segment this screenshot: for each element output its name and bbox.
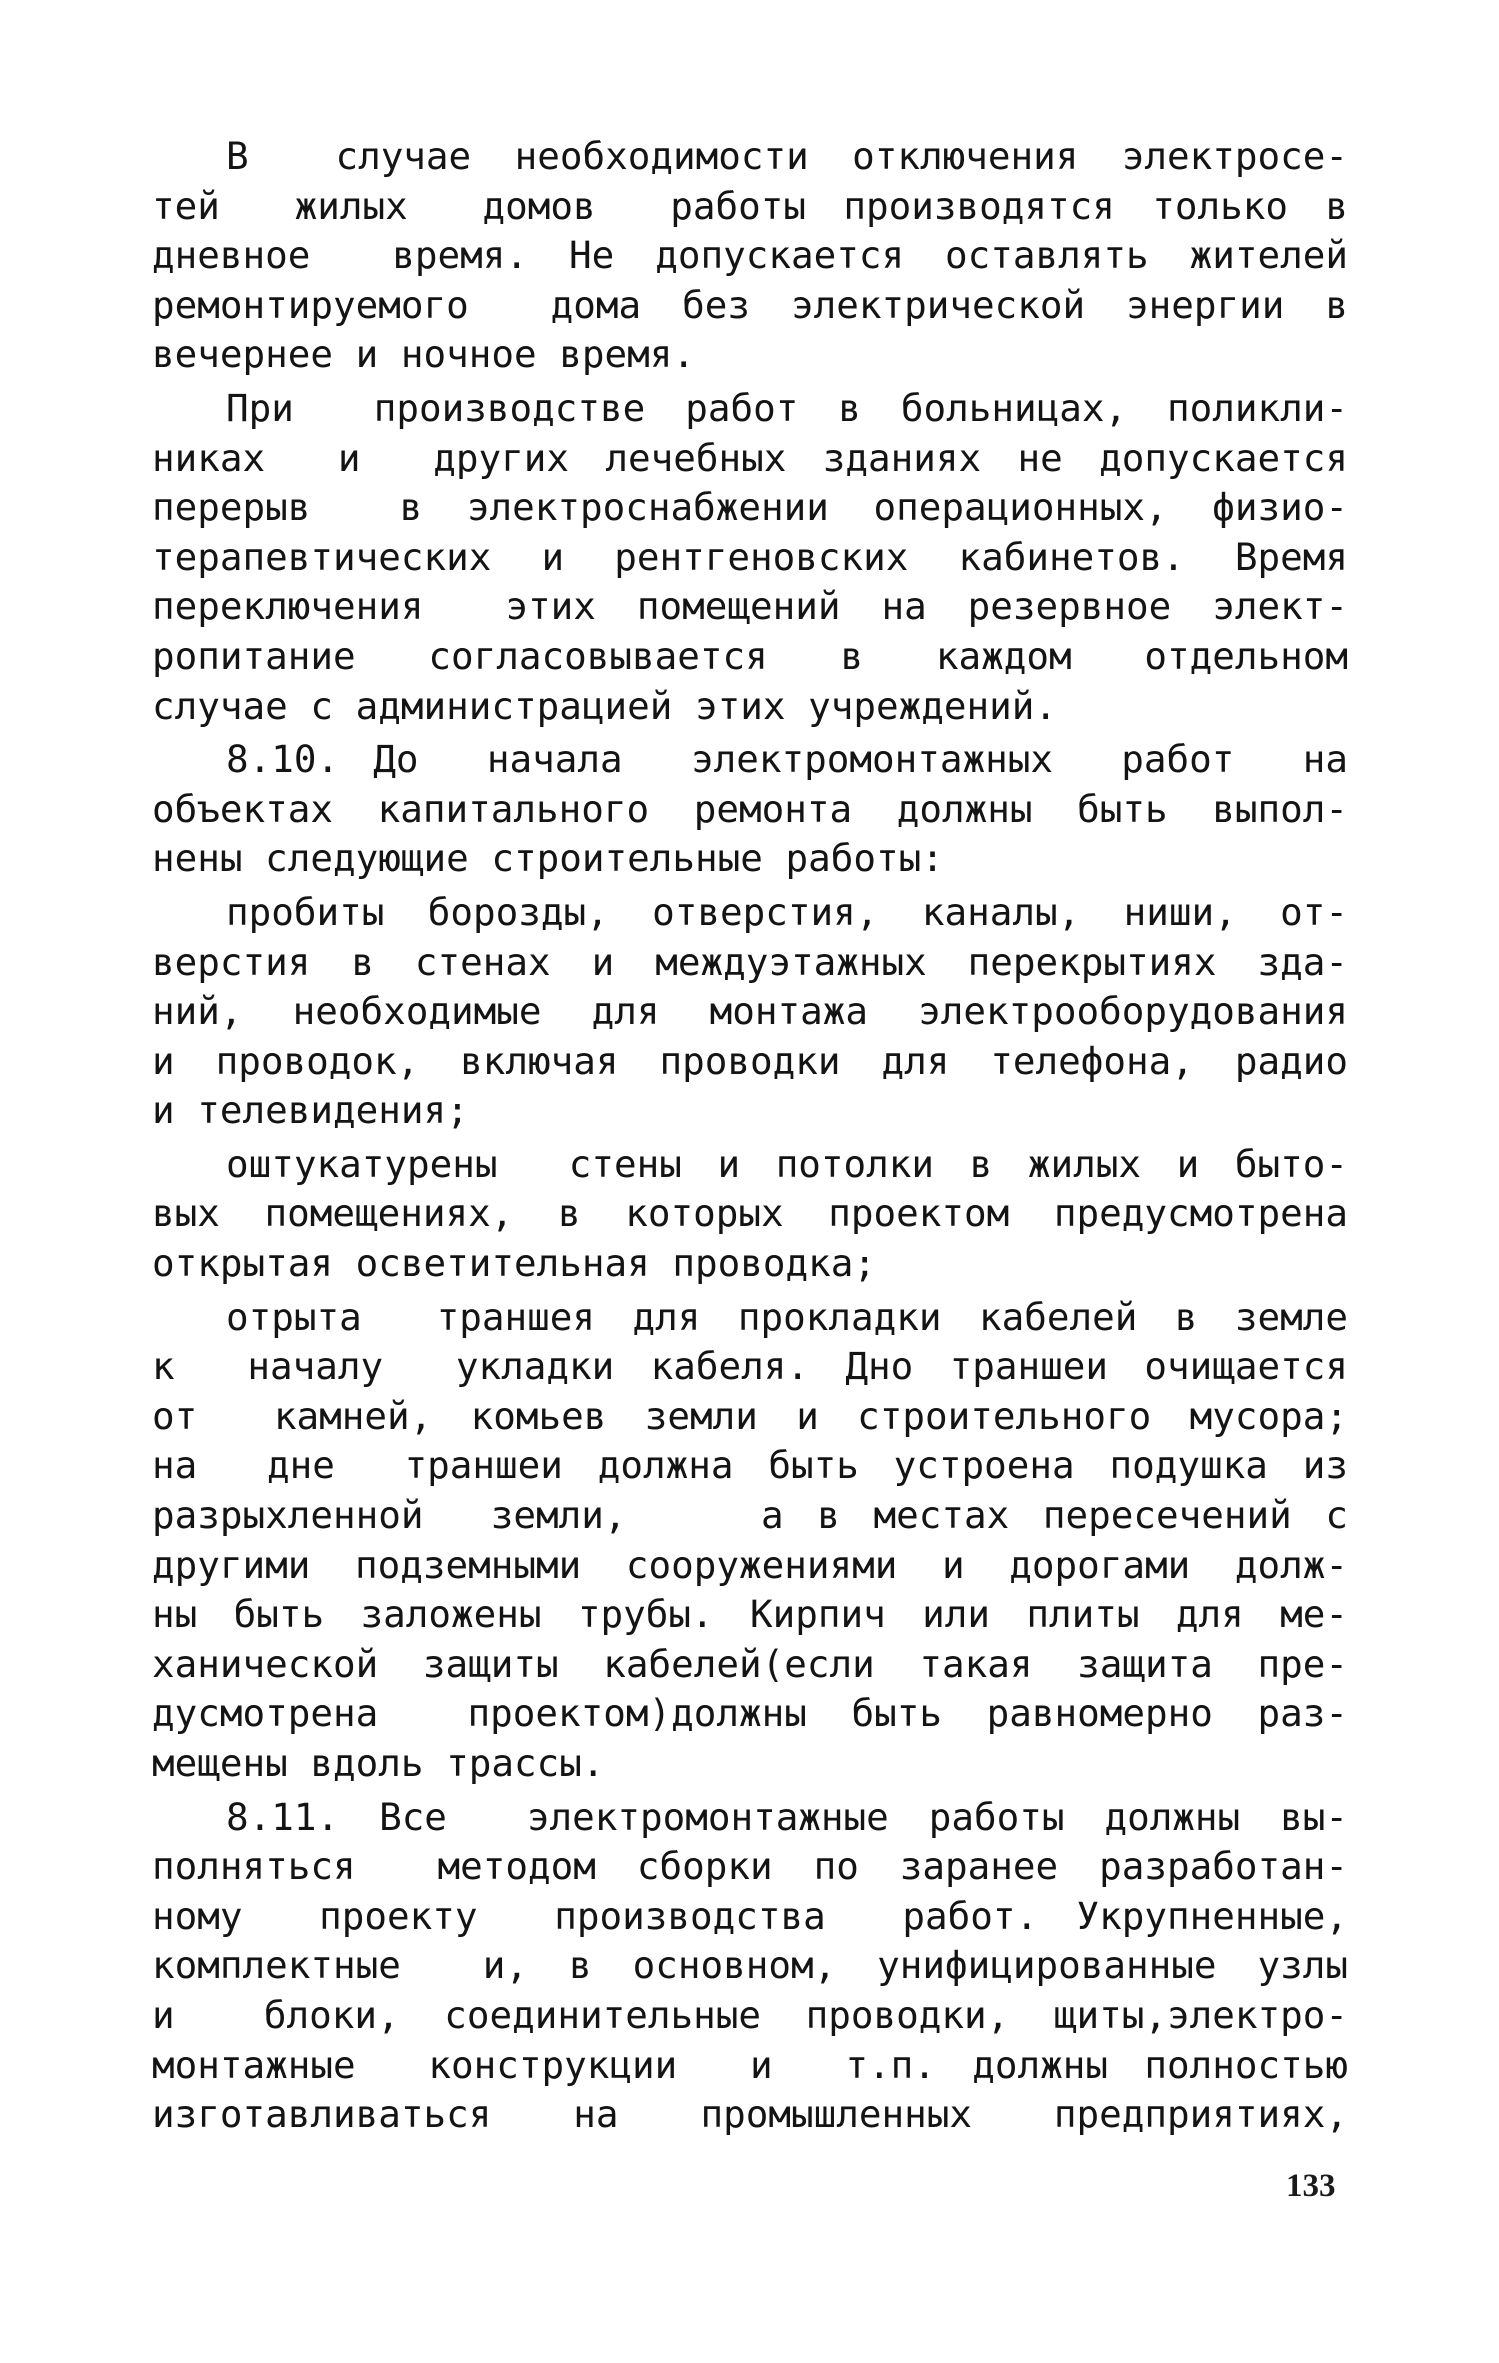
text-line: и блоки, соединительные проводки, щиты,электро- [152, 1992, 1348, 2037]
text-line: от камней, комьев земли и строительного мусора; [152, 1393, 1348, 1438]
text-line: на дне траншеи должна быть устроена подушка из [152, 1443, 1348, 1488]
text-line: дусмотрена проектом)должны быть равномерно раз- [152, 1691, 1348, 1736]
text-line: вых помещениях, в которых проектом предусмотрена [152, 1191, 1348, 1236]
text-line: нены следующие строительные работы: [152, 836, 944, 881]
paragraph-evening-power [152, 132, 1348, 380]
text-line: пробиты борозды, отверстия, каналы, ниши, от- [226, 889, 1348, 934]
text-line: полняться методом сборки по заранее разработан- [152, 1844, 1348, 1889]
text-line: и телевидения; [152, 1088, 469, 1133]
text-line: разрыхленной земли, а в местах пересечений с [152, 1493, 1348, 1538]
text-line: отрыта траншея для прокладки кабелей в земле [226, 1294, 1348, 1339]
text-line: вечернее и ночное время. [152, 332, 695, 377]
paragraph-hospitals [152, 384, 1348, 731]
paragraph-section-8-10 [152, 735, 1348, 884]
text-line: никах и других лечебных зданиях не допускается [152, 435, 1348, 480]
text-line: верстия в стенах и междуэтажных перекрытиях зда- [152, 939, 1348, 984]
text-line: оштукатурены стены и потолки в жилых и быто- [226, 1141, 1348, 1186]
text-line: комплектные и, в основном, унифицированные узлы [152, 1943, 1348, 1988]
paragraph-plastering [152, 1140, 1348, 1289]
text-line: открытая осветительная проводка; [152, 1241, 876, 1286]
text-line: При производстве работ в больницах, поликли- [226, 385, 1348, 430]
text-line: ний, необходимые для монтажа электрооборудования [152, 989, 1348, 1034]
text-line: ханической защиты кабелей(если такая защита пре- [152, 1641, 1348, 1686]
page-number: 133 [1286, 2168, 1336, 2204]
text-line: и проводок, включая проводки для телефона, радио [152, 1038, 1348, 1083]
text-line: объектах капитального ремонта должны быть выпол- [152, 786, 1348, 831]
text-line: ремонтируемого дома без электрической энергии в [152, 282, 1348, 327]
text-line: терапевтических и рентгеновских кабинетов. Время [152, 534, 1348, 579]
text-line: 8.10. До начала электромонтажных работ на [226, 737, 1348, 782]
paragraph-openings [152, 888, 1348, 1136]
text-line: дневное время. Не допускается оставлять жителей [152, 233, 1348, 278]
text-line: случае с администрацией этих учреждений. [152, 683, 1057, 728]
text-line: другими подземными сооружениями и дорогами долж- [152, 1542, 1348, 1587]
paragraph-trench [152, 1293, 1348, 1789]
text-line: ны быть заложены трубы. Кирпич или плиты для ме- [152, 1592, 1348, 1637]
text-line: переключения этих помещений на резервное элект- [152, 584, 1348, 629]
text-line: 8.11. Все электромонтажные работы должны вы- [226, 1794, 1348, 1839]
text-line: мещены вдоль трассы. [152, 1741, 605, 1785]
text-line: к началу укладки кабеля. Дно траншеи очищается [152, 1344, 1348, 1389]
text-line: изготавливаться на промышленных предприятиях, [152, 2092, 1348, 2137]
text-line: перерыв в электроснабжении операционных, физио- [152, 485, 1348, 530]
text-line: В случае необходимости отключения электросе- [226, 134, 1348, 178]
text-line: монтажные конструкции и т.п. должны полностью [152, 2042, 1348, 2087]
paragraph-section-8-11 [152, 1793, 1348, 2140]
text-line: ному проекту производства работ. Укрупненные, [152, 1893, 1348, 1938]
text-line: ропитание согласовывается в каждом отдельном [152, 633, 1348, 678]
text-line: тей жилых домов работы производятся только в [152, 183, 1348, 228]
page-body [152, 132, 1348, 2144]
